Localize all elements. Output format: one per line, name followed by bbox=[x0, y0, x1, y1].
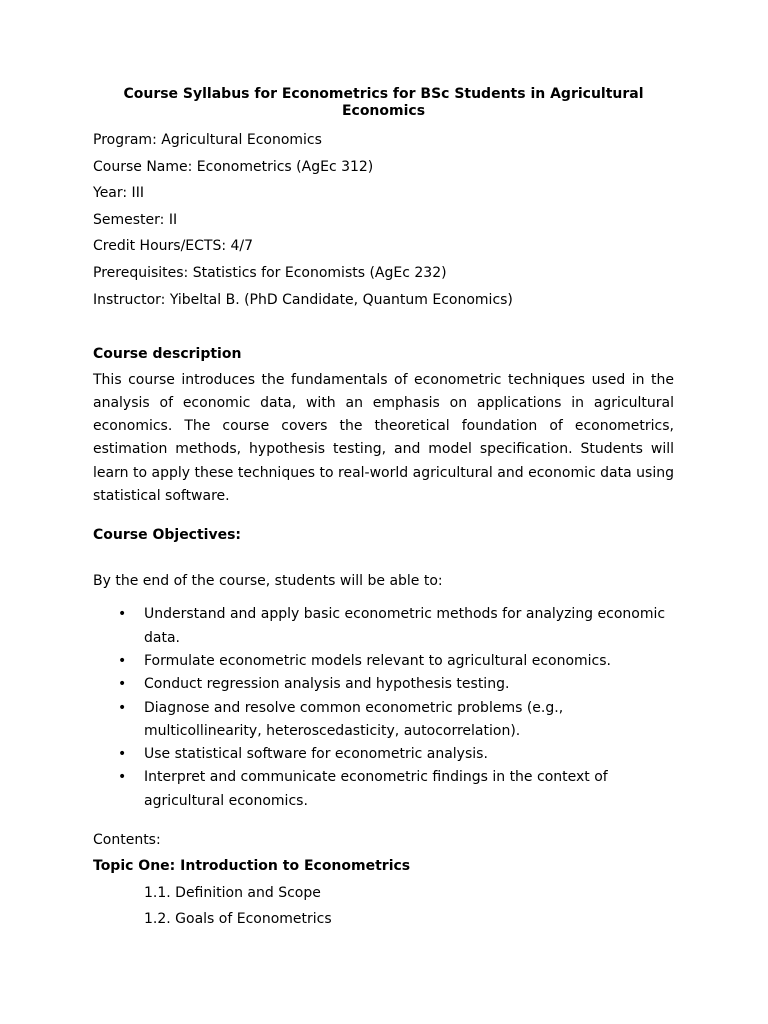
bullet-icon: • bbox=[118, 699, 127, 716]
objectives-intro: By the end of the course, students will be able to: bbox=[93, 573, 443, 590]
objective-item bbox=[93, 673, 674, 696]
objectives-heading: Course Objectives: bbox=[93, 527, 242, 544]
objective-text: Interpret and communicate econometric findings in the context of agricultural economics. bbox=[144, 769, 608, 809]
objective-item bbox=[93, 603, 674, 650]
bullet-icon: • bbox=[118, 676, 127, 693]
objective-text: Use statistical software for econometric analysis. bbox=[144, 746, 488, 763]
objective-text: Formulate econometric models relevant to agricultural economics. bbox=[144, 652, 611, 669]
objective-item bbox=[93, 743, 674, 766]
bullet-icon: • bbox=[118, 652, 127, 669]
objective-item bbox=[93, 766, 674, 813]
subtopic-item: 1.2. Goals of Econometrics bbox=[144, 911, 332, 928]
document-title: Course Syllabus for Econometrics for BSc Students in Agricultural Economics bbox=[123, 86, 644, 119]
contents-label: Contents: bbox=[93, 832, 161, 849]
meta-year: Year: III bbox=[93, 185, 144, 202]
objective-item bbox=[93, 697, 674, 744]
description-paragraph: This course introduces the fundamentals of econometric techniques used in the analysis of economic data, with an emphasis on applications in agricultural economics. The course covers the theoretical foundation of econometrics, estimation methods, hypothesis testing, and model specification. Students will learn to apply these techniques to real-world agricultural and economic data using statistical software. bbox=[93, 371, 674, 505]
meta-course-name: Course Name: Econometrics (AgEc 312) bbox=[93, 158, 374, 175]
topic-one-heading: Topic One: Introduction to Econometrics bbox=[93, 858, 411, 875]
meta-credit-hours: Credit Hours/ECTS: 4/7 bbox=[93, 238, 254, 255]
meta-instructor: Instructor: Yibeltal B. (PhD Candidate, Quantum Economics) bbox=[93, 291, 513, 308]
meta-prerequisites: Prerequisites: Statistics for Economists (AgEc 232) bbox=[93, 264, 447, 281]
syllabus-page bbox=[93, 86, 674, 928]
objective-text: Diagnose and resolve common econometric problems (e.g., multicollinearity, heteroscedasticity, autocorrelation). bbox=[144, 699, 564, 739]
objective-text: Understand and apply basic econometric methods for analyzing economic data. bbox=[144, 606, 666, 646]
objectives-list bbox=[93, 603, 674, 813]
meta-semester: Semester: II bbox=[93, 211, 178, 228]
bullet-icon: • bbox=[118, 746, 127, 763]
description-heading: Course description bbox=[93, 345, 242, 362]
bullet-icon: • bbox=[118, 606, 127, 623]
meta-program: Program: Agricultural Economics bbox=[93, 132, 322, 148]
subtopic-item: 1.1. Definition and Scope bbox=[144, 884, 321, 901]
objective-text: Conduct regression analysis and hypothesis testing. bbox=[144, 676, 510, 693]
course-meta bbox=[93, 131, 674, 309]
bullet-icon: • bbox=[118, 769, 127, 786]
objective-item bbox=[93, 650, 674, 673]
